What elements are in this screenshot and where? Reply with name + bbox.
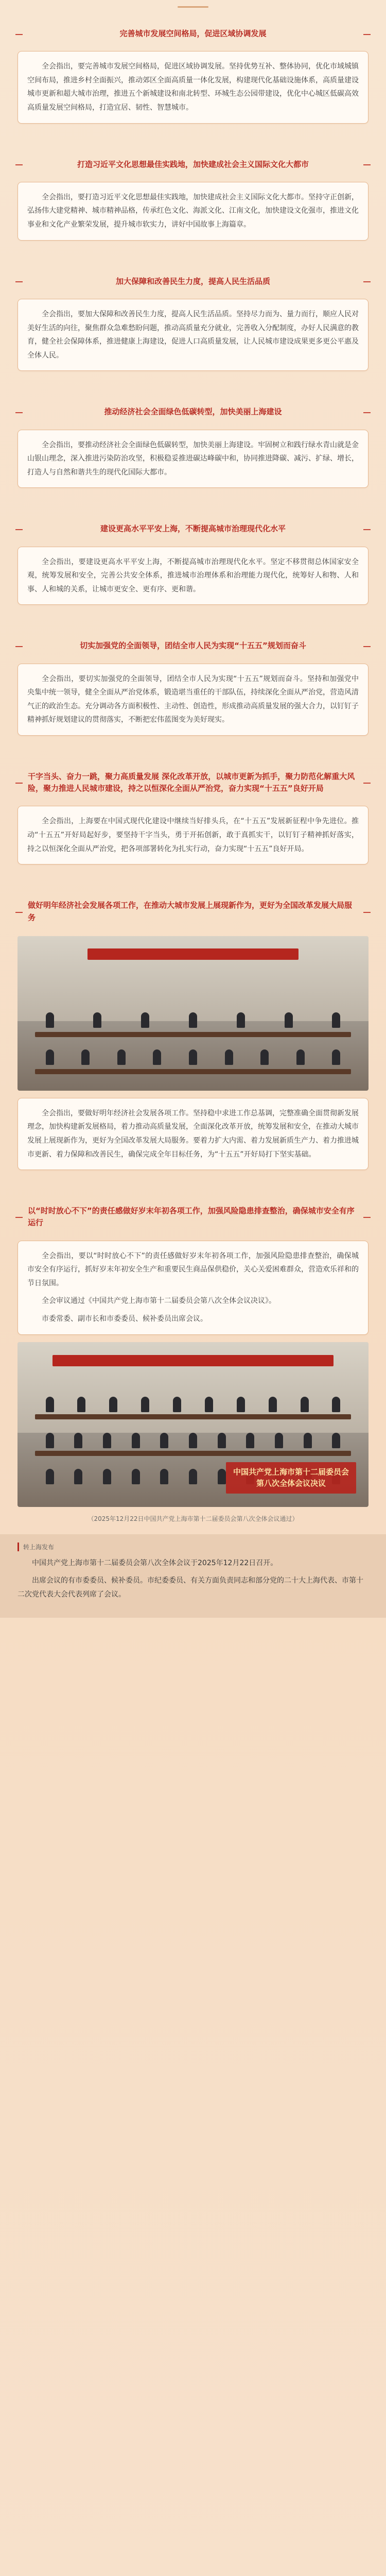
section-heading-2: 打造习近平文化思想最佳实践地，加快建成社会主义国际文化大都市 (15, 154, 371, 176)
section-5-para-1: 全会指出，要建设更高水平平安上海，不断提高城市治理现代化水平。坚定不移贯彻总体国家安全观，统筹发展和安全，完善公共安全体系，推进城市治理体系和治理能力现代化，统筹好人和物、人和事、人和城的关系，让城市更安全、更有序、更和谐。 (27, 557, 359, 594)
section-heading-1: 完善城市发展空间格局，促进区域协调发展 (15, 23, 371, 45)
section-card-3 (17, 299, 369, 371)
photo-caption-line-2: 第八次全体会议决议 (256, 1479, 326, 1488)
meeting-photo-2 (17, 1342, 369, 1507)
top-ornament (0, 0, 386, 13)
section-6-para-1: 全会指出，要切实加强党的全面领导，团结全市人民为实现“十五五”规划而奋斗。坚持和加强党中央集中统一领导，健全全面从严治党体系，锻造堪当重任的干部队伍，持续深化全面从严治党，营造风清气正的政治生态。充分调动各方面积极性、主动性、创造性，形成推动高质量发展的强大合力，以钉钉子精神抓好规划建议的贯彻落实，不断把宏伟蓝图变为美好现实。 (27, 674, 359, 724)
section-7-para-1: 全会指出，上海要在中国式现代化建设中继续当好排头兵，在“十五五”发展新征程中争先进位。推动“十五五”开好局起好步，要坚持干字当头，勇于开拓创新，敢于真抓实干，以钉钉子精神抓好落实，持之以恒深化全面从严治党，把各项部署转化为扎实行动，奋力实现“十五五”良好开局。 (27, 817, 359, 853)
section-1-para-1: 全会指出，要完善城市发展空间格局，促进区域协调发展。坚持优势互补、整体协同，优化市域城镇空间布局，推进乡村全面振兴，推动郊区全面高质量一体化发展，构建现代化基础设施体系，高质量建设城市更新和超大城市治理，推进五个新城建设和南北转型、环城生态公园带建设，优化中心城区低碳高效高质量发展空间格局，打造宜居、韧性、智慧城市。 (27, 62, 359, 112)
section-2-para-1: 全会指出，要打造习近平文化思想最佳实践地，加快建成社会主义国际文化大都市。坚持守正创新，弘扬伟大建党精神、城市精神品格，传承红色文化、海派文化、江南文化，加快建设文化强市，推进文化事业和文化产业繁荣发展，提升城市软实力，讲好中国故事上海篇章。 (27, 193, 359, 229)
photo-caption-box (226, 1462, 356, 1494)
section-card-2 (17, 182, 369, 241)
section-card-9 (17, 1241, 369, 1335)
section-card-5 (17, 547, 369, 605)
section-8-para-1: 全会指出，要做好明年经济社会发展各项工作。坚持稳中求进工作总基调，完整准确全面贯彻新发展理念，加快构建新发展格局，着力推动高质量发展，全面深化改革开放，统筹发展和安全，在推动大城市发展上展现新作为，更好为全国改革发展大局服务。要着力扩大内需、着力发展新质生产力、着力推进城市更新、着力保障和改善民生，确保完成全年目标任务，为“十五五”开好局打下坚实基础。 (27, 1109, 359, 1159)
section-card-6 (17, 664, 369, 736)
section-card-7 (17, 806, 369, 865)
section-heading-5: 建设更高水平平安上海，不断提高城市治理现代化水平 (15, 518, 371, 540)
section-heading-9: 以“时时放心不下”的责任感做好岁末年初各项工作，加强风险隐患排查整治，确保城市安全有序运行 (15, 1200, 371, 1234)
photo-caption: （2025年12月22日中国共产党上海市第十二届委员会第八次全体会议通过） (87, 1515, 299, 1522)
section-4-para-1: 全会指出，要推动经济社会全面绿色低碳转型，加快美丽上海建设。牢固树立和践行绿水青山就是金山银山理念，深入推进污染防治攻坚，积极稳妥推进碳达峰碳中和，协同推进降碳、减污、扩绿、增长，打造人与自然和谐共生的现代化国际大都市。 (27, 440, 359, 477)
section-card-8 (17, 1098, 369, 1170)
section-heading-6: 切实加强党的全面领导，团结全市人民为实现“十五五”规划而奋斗 (15, 635, 371, 657)
photo-caption-line-1: 中国共产党上海市第十二届委员会 (233, 1467, 349, 1477)
section-9-para-3: 市委常委、副市长和市委委员、候补委员出席会议。 (42, 1315, 207, 1323)
section-card-4 (17, 430, 369, 488)
source-para-2: 出席会议的有市委委员、候补委员。市纪委委员、有关方面负责同志和部分党的二十大上海代表、市第十二次党代表大会代表列席了会议。 (17, 1577, 363, 1599)
source-para-1: 中国共产党上海市第十二届委员会第八次全体会议于2025年12月22日召开。 (32, 1558, 278, 1567)
section-heading-4: 推动经济社会全面绿色低碳转型，加快美丽上海建设 (15, 401, 371, 423)
source-box (0, 1534, 386, 1618)
section-card-1 (17, 51, 369, 123)
section-heading-7: 干字当头、奋力一跳，聚力高质量发展 深化改革开放，以城市更新为抓手，聚力防范化解重大风险，聚力推进人民城市建设，持之以恒深化全面从严治党，奋力实现“十五五”良好开局 (15, 766, 371, 800)
section-3-para-1: 全会指出，要加大保障和改善民生力度，提高人民生活品质。坚持尽力而为、量力而行，顺应人民对美好生活的向往，聚焦群众急难愁盼问题，推动高质量充分就业，完善收入分配制度，办好人民满意的教育，健全社会保障体系，推进健康上海建设，促进人口高质量发展，让人民城市建设成果更多更公平惠及全体人民。 (27, 310, 359, 360)
section-9-para-1: 全会指出，要以“时时放心不下”的责任感做好岁末年初各项工作，加强风险隐患排查整治，确保城市安全有序运行，抓好岁末年初安全生产和重要民生商品保供稳价，关心关爱困难群众，营造欢乐祥和的节日氛围。 (27, 1251, 359, 1287)
section-9-para-2: 全会审议通过《中国共产党上海市第十二届委员会第八次全体会议决议》。 (42, 1297, 276, 1306)
source-tag: 转上海发布 (17, 1543, 54, 1551)
meeting-photo-1 (17, 936, 369, 1091)
section-heading-3: 加大保障和改善民生力度，提高人民生活品质 (15, 270, 371, 293)
section-heading-8: 做好明年经济社会发展各项工作，在推动大城市发展上展现新作为，更好为全国改革发展大局服务 (15, 894, 371, 929)
